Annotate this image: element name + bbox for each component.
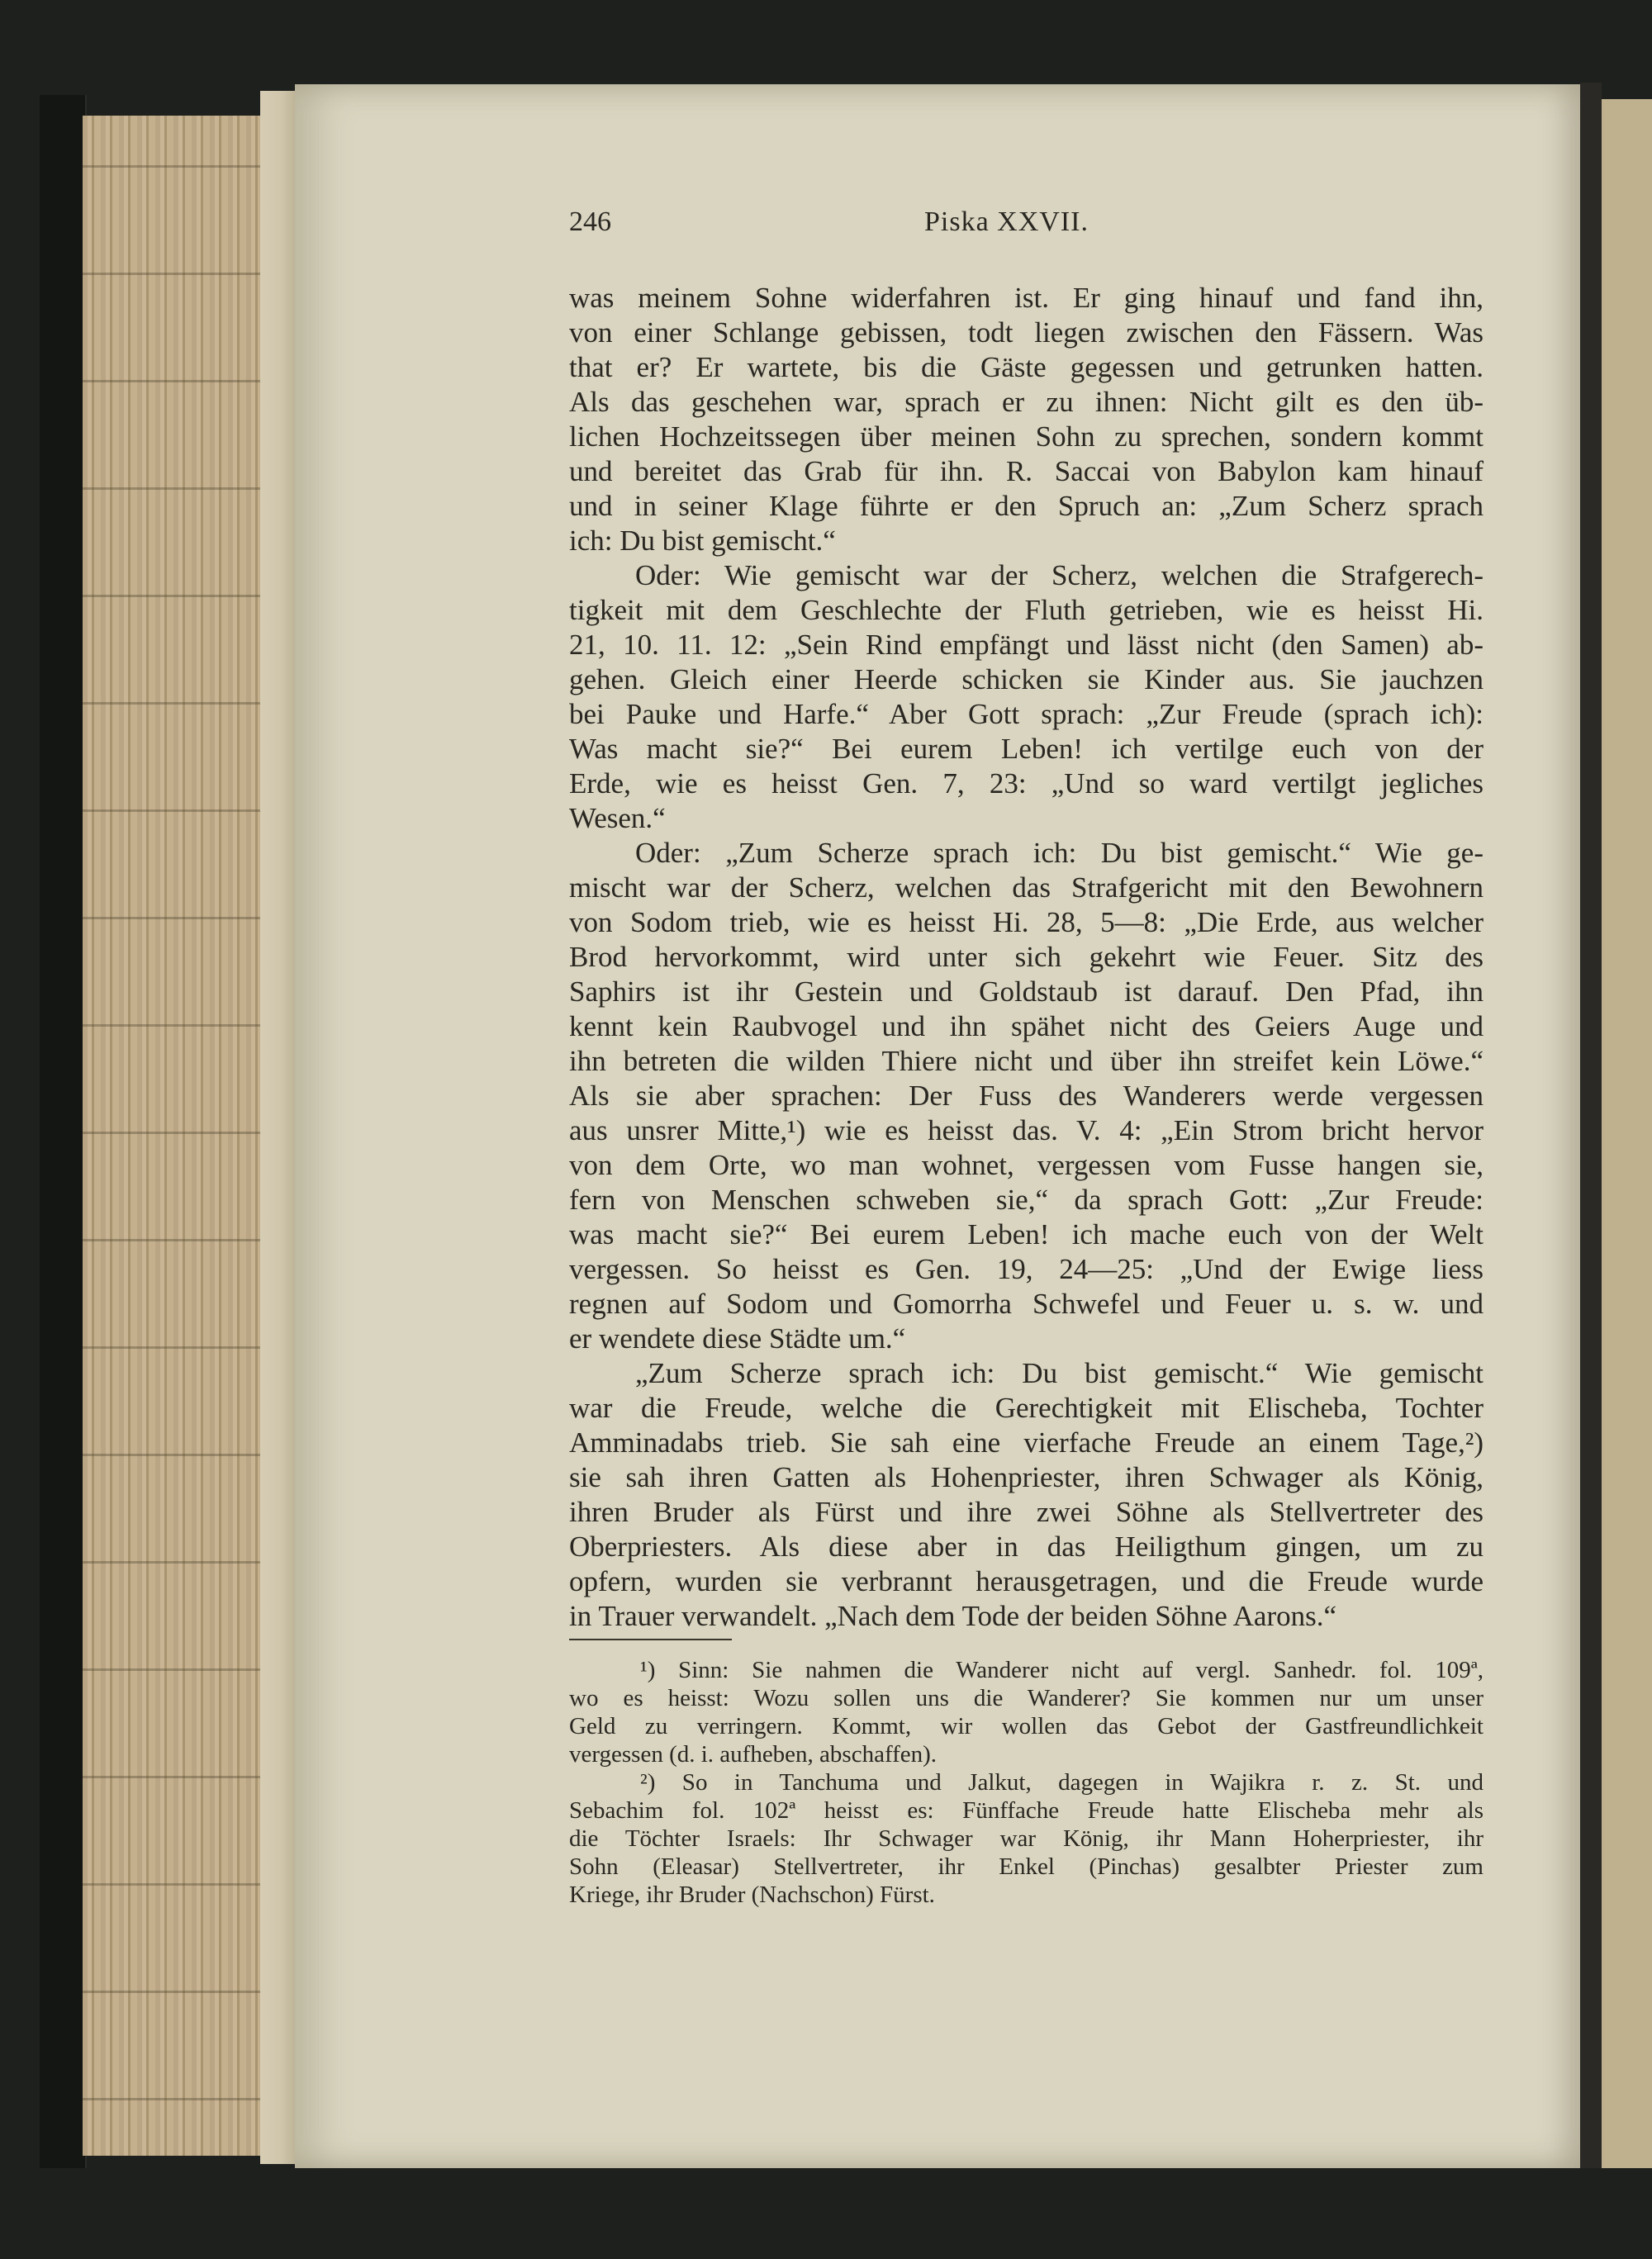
body-line: Oberpriesters. Als diese aber in das Heiligthum gingen, um zu bbox=[569, 1531, 1483, 1563]
body-line: Als das geschehen war, sprach er zu ihnen: Nicht gilt es den üb- bbox=[569, 386, 1483, 418]
running-title: Piska XXVII. bbox=[924, 206, 1089, 237]
body-line: kennt kein Raubvogel und ihn spähet nicht des Geiers Auge und bbox=[569, 1010, 1483, 1042]
facing-page-edge bbox=[1602, 99, 1652, 2168]
body-line: fern von Menschen schweben sie,“ da sprach Gott: „Zur Freude: bbox=[569, 1184, 1483, 1216]
page-stack-edge bbox=[83, 116, 260, 2156]
page-number: 246 bbox=[569, 206, 611, 237]
footnote-line: die Töchter Israels: Ihr Schwager war König, ihr Mann Hoherpriester, ihr bbox=[569, 1825, 1483, 1852]
body-line: aus unsrer Mitte,¹) wie es heisst das. V. 4: „Ein Strom bricht hervor bbox=[569, 1114, 1483, 1146]
footnote-line: ¹) Sinn: Sie nahmen die Wanderer nicht auf vergl. Sanhedr. fol. 109ª, bbox=[640, 1657, 1483, 1683]
body-line: Amminadabs trieb. Sie sah eine vierfache Freude an einem Tage,²) bbox=[569, 1426, 1483, 1459]
footnote-line: Geld zu verringern. Kommt, wir wollen das Gebot der Gastfreundlichkeit bbox=[569, 1713, 1483, 1739]
body-line: was meinem Sohne widerfahren ist. Er ging hinauf und fand ihn, bbox=[569, 282, 1483, 314]
body-line: in Trauer verwandelt. „Nach dem Tode der beiden Söhne Aarons.“ bbox=[569, 1600, 1337, 1632]
book-cover-edge bbox=[40, 95, 87, 2168]
body-line: vergessen. So heisst es Gen. 19, 24—25: „Und der Ewige liess bbox=[569, 1253, 1483, 1285]
book-gutter bbox=[1580, 83, 1602, 2168]
footnote-line: vergessen (d. i. aufheben, abschaffen). bbox=[569, 1741, 938, 1768]
footnote-rule bbox=[569, 1639, 732, 1640]
footnote-line: ²) So in Tanchuma und Jalkut, dagegen in Wajikra r. z. St. und bbox=[640, 1769, 1483, 1796]
body-line: Saphirs ist ihr Gestein und Goldstaub ist darauf. Den Pfad, ihn bbox=[569, 975, 1483, 1008]
footnote-paragraph bbox=[569, 1656, 1483, 1768]
body-line: von dem Orte, wo man wohnet, vergessen vom Fusse hangen sie, bbox=[569, 1149, 1483, 1181]
body-line: 21, 10. 11. 12: „Sein Rind empfängt und lässt nicht (den Samen) ab- bbox=[569, 629, 1483, 661]
body-line: und bereitet das Grab für ihn. R. Saccai von Babylon kam hinauf bbox=[569, 455, 1483, 487]
page-edge-strip bbox=[260, 91, 295, 2164]
body-line: Was macht sie?“ Bei eurem Leben! ich vertilge euch von der bbox=[569, 733, 1483, 765]
page-header bbox=[569, 206, 1483, 241]
footnote-paragraph bbox=[569, 1768, 1483, 1909]
body-line: Oder: „Zum Scherze sprach ich: Du bist gemischt.“ Wie ge- bbox=[635, 837, 1483, 869]
body-line: ich: Du bist gemischt.“ bbox=[569, 524, 836, 557]
body-paragraph bbox=[569, 558, 1483, 836]
body-line: sie sah ihren Gatten als Hohenpriester, ihren Schwager als König, bbox=[569, 1461, 1483, 1493]
body-line: Oder: Wie gemischt war der Scherz, welchen die Strafgerech- bbox=[635, 559, 1483, 591]
body-line: von Sodom trieb, wie es heisst Hi. 28, 5—8: „Die Erde, aus welcher bbox=[569, 906, 1483, 938]
body-line: war die Freude, welche die Gerechtigkeit mit Elischeba, Tochter bbox=[569, 1392, 1483, 1424]
footnote-line: Sohn (Eleasar) Stellvertreter, ihr Enkel (Pinchas) gesalbter Priester zum bbox=[569, 1853, 1483, 1880]
body-paragraph bbox=[569, 281, 1483, 558]
body-line: Als sie aber sprachen: Der Fuss des Wanderers werde vergessen bbox=[569, 1080, 1483, 1112]
body-line: und in seiner Klage führte er den Spruch an: „Zum Scherz sprach bbox=[569, 490, 1483, 522]
body-line: tigkeit mit dem Geschlechte der Fluth getrieben, wie es heisst Hi. bbox=[569, 594, 1483, 626]
body-line: ihren Bruder als Fürst und ihre zwei Söhne als Stellvertreter des bbox=[569, 1496, 1483, 1528]
body-line: gehen. Gleich einer Heerde schicken sie Kinder aus. Sie jauchzen bbox=[569, 663, 1483, 695]
body-line: Erde, wie es heisst Gen. 7, 23: „Und so ward vertilgt jegliches bbox=[569, 767, 1483, 800]
body-line: Wesen.“ bbox=[569, 802, 666, 834]
body-line: von einer Schlange gebissen, todt liegen zwischen den Fässern. Was bbox=[569, 316, 1483, 349]
body-line: opfern, wurden sie verbrannt herausgetragen, und die Freude wurde bbox=[569, 1565, 1483, 1597]
footnote-line: Kriege, ihr Bruder (Nachschon) Fürst. bbox=[569, 1882, 935, 1908]
body-line: ihn betreten die wilden Thiere nicht und über ihn streifet kein Löwe.“ bbox=[569, 1045, 1483, 1077]
body-line: er wendete diese Städte um.“ bbox=[569, 1322, 906, 1355]
footnote-line: wo es heisst: Wozu sollen uns die Wanderer? Sie kommen nur um unser bbox=[569, 1685, 1483, 1711]
body-paragraph bbox=[569, 1356, 1483, 1634]
footnote-line: Sebachim fol. 102ª heisst es: Fünffache Freude hatte Elischeba mehr als bbox=[569, 1797, 1483, 1824]
body-paragraph bbox=[569, 836, 1483, 1356]
body-line: mischt war der Scherz, welchen das Strafgericht mit den Bewohnern bbox=[569, 871, 1483, 904]
body-text bbox=[569, 281, 1483, 1634]
body-line: was macht sie?“ Bei eurem Leben! ich mache euch von der Welt bbox=[569, 1218, 1483, 1251]
footnotes bbox=[569, 1656, 1483, 1909]
body-line: bei Pauke und Harfe.“ Aber Gott sprach: „Zur Freude (sprach ich): bbox=[569, 698, 1483, 730]
body-line: „Zum Scherze sprach ich: Du bist gemischt.“ Wie gemischt bbox=[635, 1357, 1483, 1389]
body-line: that er? Er wartete, bis die Gäste gegessen und getrunken hatten. bbox=[569, 351, 1483, 383]
body-line: regnen auf Sodom und Gomorrha Schwefel und Feuer u. s. w. und bbox=[569, 1288, 1483, 1320]
body-line: lichen Hochzeitssegen über meinen Sohn zu sprechen, sondern kommt bbox=[569, 420, 1483, 453]
body-line: Brod hervorkommt, wird unter sich gekehrt wie Feuer. Sitz des bbox=[569, 941, 1483, 973]
